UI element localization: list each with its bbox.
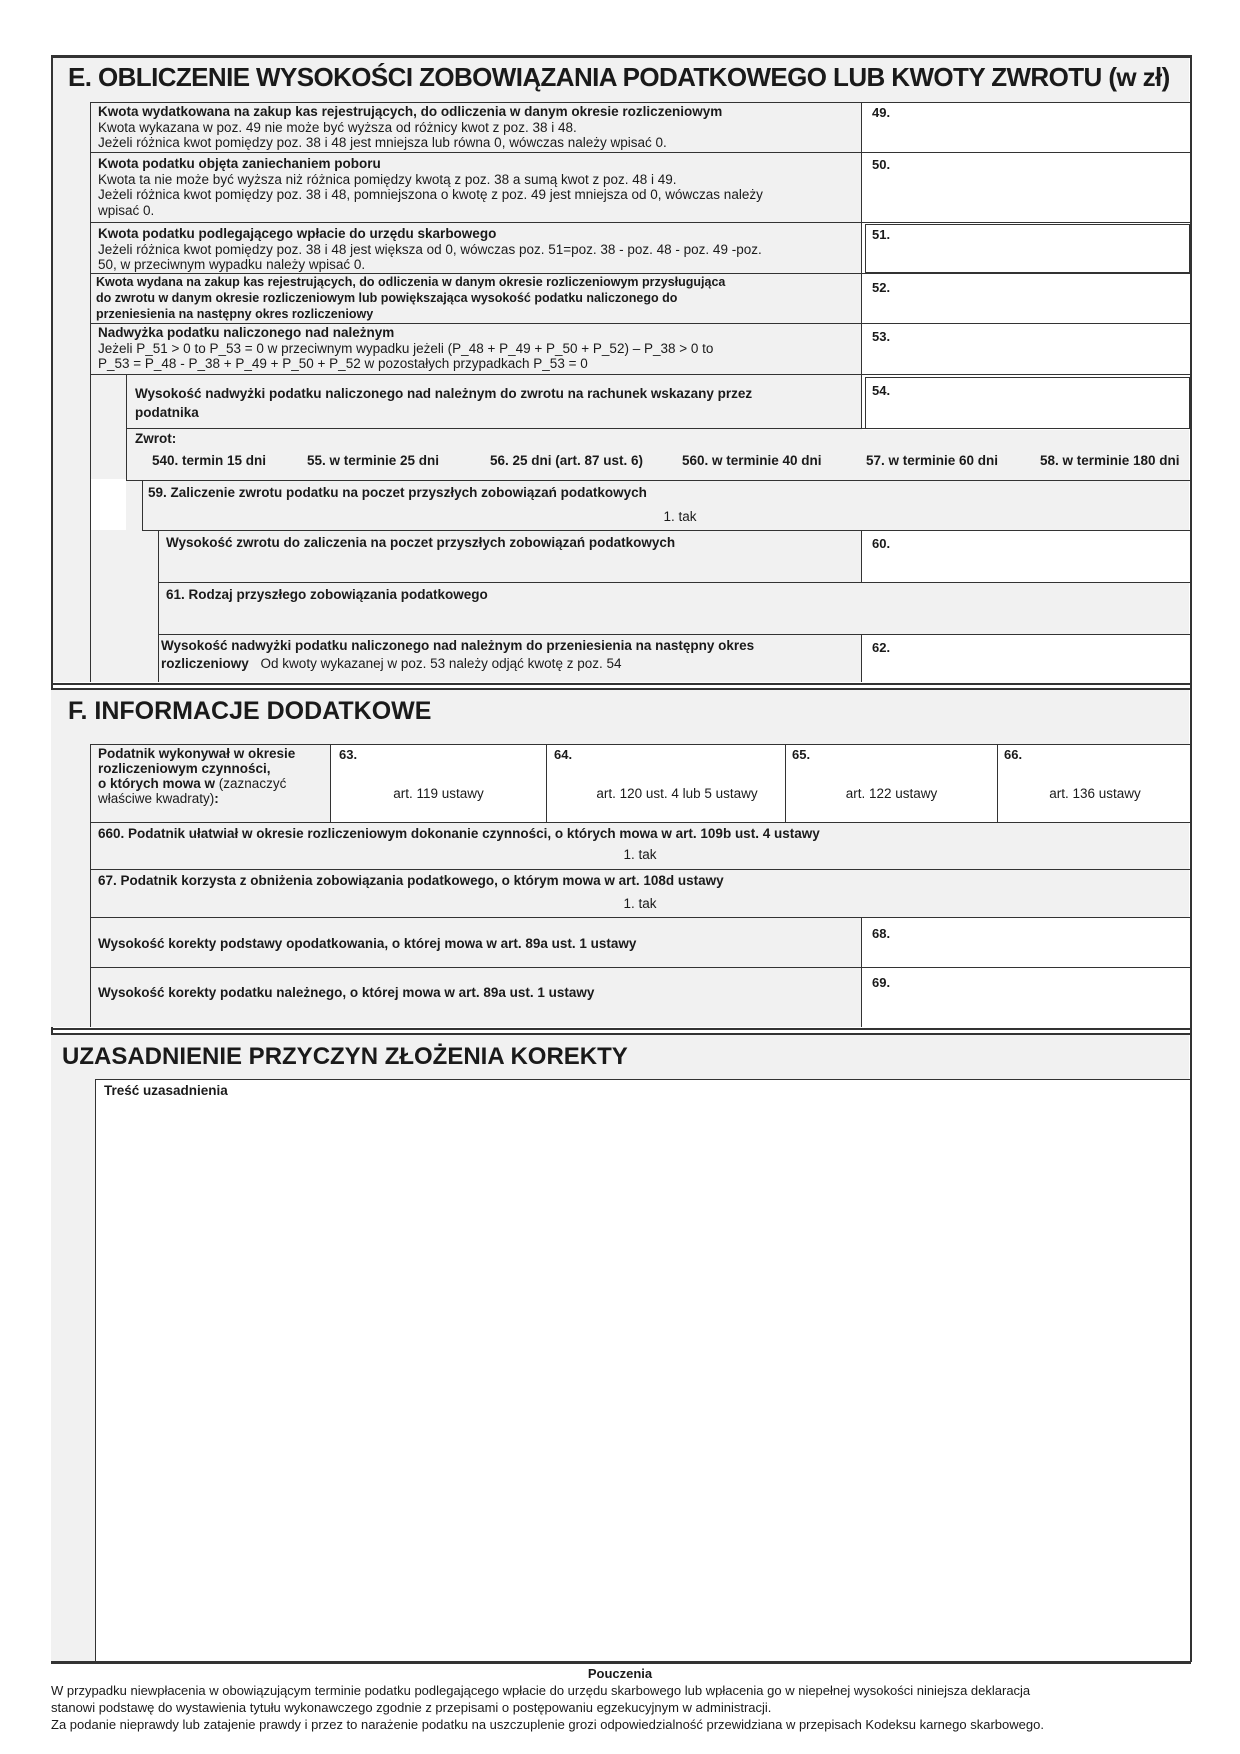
- row-52-label: Kwota wydana na zakup kas rejestrujących, do odliczenia w danym okresie rozliczeniowym przysługująca do zwrotu w danym okresie rozliczeniowym lub powiększająca wysokość podatku naliczonego do przeniesienia na następny okres rozliczeniowy: [96, 275, 726, 321]
- check-65-number: 65.: [792, 747, 811, 762]
- row-61-label: 61. Rodzaj przyszłego zobowiązania podatkowego: [166, 587, 488, 602]
- check-64-number: 64.: [554, 747, 573, 762]
- zwrot-label: Zwrot:: [135, 431, 177, 446]
- row-68-69-bg: [91, 917, 862, 1027]
- section-e-title: E. OBLICZENIE WYSOKOŚCI ZOBOWIĄZANIA PODATKOWEGO LUB KWOTY ZWROTU (w zł): [68, 62, 1170, 92]
- check-64-art120[interactable]: art. 120 ust. 4 lub 5 ustawy: [596, 786, 758, 801]
- pouczenia-title: Pouczenia: [587, 1666, 653, 1681]
- pouczenia-text: W przypadku niewpłacenia w obowiązującym terminie podatku podlegającego wpłacie do urzędu skarbowego lub wpłacenia go w niepełnej wysokości niniejsza deklaracja stanowi podstawę do wystawienia tytułu wykonawczego zgodnie z przepisami o postępowaniu egzekucyjnym w administracji. Za podanie nieprawdy lub zatajenie prawdy i przez to narażenie podatku na uszczuplenie grozi odpowiedzialność przewidziana w przepisach Kodeksu karnego skarbowego.: [51, 1683, 1044, 1732]
- row-49-label: Kwota wydatkowana na zakup kas rejestrujących, do odliczenia w danym okresie rozliczeniowym Kwota wykazana w poz. 49 nie może być wyższa od różnicy kwot z poz. 38 i 48. Jeżeli różnica kwot pomiędzy poz. 38 i 48 jest mniejsza lub równa 0, wówczas należy wpisać 0.: [98, 104, 723, 150]
- field-61-input[interactable]: [158, 603, 1190, 634]
- field-69-number: 69.: [872, 975, 891, 990]
- zwrot-option-560[interactable]: 560. w terminie 40 dni: [682, 453, 822, 468]
- field-53-input[interactable]: [862, 324, 1190, 374]
- row-69-label: Wysokość korekty podatku należnego, o której mowa w art. 89a ust. 1 ustawy: [98, 985, 595, 1000]
- field-54-box[interactable]: [865, 377, 1190, 429]
- section-u-margin-bg: [51, 1079, 95, 1662]
- field-62-number: 62.: [872, 640, 891, 655]
- check-65-art122[interactable]: art. 122 ustawy: [845, 786, 938, 801]
- row-660-label: 660. Podatnik ułatwiał w okresie rozliczeniowym dokonanie czynności, o których mowa w art. 109b ust. 4 ustawy: [98, 826, 820, 841]
- zwrot-option-57[interactable]: 57. w terminie 60 dni: [866, 453, 999, 468]
- row-53-label: Nadwyżka podatku naliczonego nad należnym Jeżeli P_51 > 0 to P_53 = 0 w przeciwnym wypadku jeżeli (P_48 + P_49 + P_50 + P_52) – P_38 > 0 to P_53 = P_48 - P_38 + P_49 + P_50 + P_52 w pozostałych przypadkach P_53 = 0: [98, 325, 714, 371]
- field-49-input[interactable]: [862, 103, 1190, 152]
- zwrot-option-540[interactable]: 540. termin 15 dni: [152, 453, 267, 468]
- zwrot-option-55[interactable]: 55. w terminie 25 dni: [307, 453, 440, 468]
- uzasadnienie-field-label: Treść uzasadnienia: [104, 1083, 228, 1098]
- field-62-input[interactable]: [862, 635, 1190, 682]
- section-e-indent-bg-2: [126, 480, 142, 530]
- zwrot-option-58[interactable]: 58. w terminie 180 dni: [1040, 453, 1180, 468]
- row-51-label: Kwota podatku podlegającego wpłacie do urzędu skarbowego Jeżeli różnica kwot pomiędzy poz. 38 i 48 jest większa od 0, wówczas poz. 51=poz. 38 - poz. 48 - poz. 49 -poz. 50, w przeciwnym wypadku należy wpisać 0.: [98, 226, 762, 272]
- check-66-number: 66.: [1004, 747, 1023, 762]
- field-60-number: 60.: [872, 536, 891, 551]
- field-69-input[interactable]: [862, 968, 1190, 1027]
- field-68-number: 68.: [872, 926, 891, 941]
- row-67-label: 67. Podatnik korzysta z obniżenia zobowiązania podatkowego, o którym mowa w art. 108d ustawy: [98, 873, 724, 888]
- field-54-number: 54.: [872, 383, 891, 398]
- field-52-number: 52.: [872, 280, 891, 295]
- row-660-option-tak[interactable]: 1. tak: [623, 847, 657, 862]
- zwrot-option-56[interactable]: 56. 25 dni (art. 87 ust. 6): [490, 453, 644, 468]
- section-e-indent-bg-1: [91, 374, 126, 479]
- row-67-option-tak[interactable]: 1. tak: [623, 896, 657, 911]
- row-68-label: Wysokość korekty podstawy opodatkowania, o której mowa w art. 89a ust. 1 ustawy: [98, 936, 637, 951]
- field-49-number: 49.: [872, 105, 891, 120]
- zwrot-bg: [126, 430, 1189, 480]
- uzasadnienie-textarea[interactable]: [97, 1100, 1187, 1658]
- field-60-input[interactable]: [862, 531, 1190, 582]
- section-f-margin-bg: [51, 744, 91, 1027]
- row-60-label: Wysokość zwrotu do zaliczenia na poczet przyszłych zobowiązań podatkowych: [166, 535, 676, 550]
- check-66-art136[interactable]: art. 136 ustawy: [1049, 786, 1141, 801]
- row-63-label: Podatnik wykonywał w okresie rozliczeniowym czynności, o których mowa w (zaznaczyć właściwe kwadraty):: [98, 746, 296, 806]
- field-50-number: 50.: [872, 157, 891, 172]
- field-52-input[interactable]: [862, 274, 1190, 323]
- section-e-margin-bg: [51, 102, 91, 682]
- row-59-option-tak[interactable]: 1. tak: [663, 509, 697, 524]
- field-51-number: 51.: [872, 227, 891, 242]
- row-59-label: 59. Zaliczenie zwrotu podatku na poczet przyszłych zobowiązań podatkowych: [148, 485, 647, 500]
- section-e-indent-bg-3: [91, 530, 158, 682]
- field-53-number: 53.: [872, 329, 891, 344]
- check-63-art119[interactable]: art. 119 ustawy: [393, 786, 484, 801]
- section-f-title: F. INFORMACJE DODATKOWE: [68, 697, 432, 725]
- check-63-number: 63.: [339, 747, 358, 762]
- row-62-label: Wysokość nadwyżki podatku naliczonego nad należnym do przeniesienia na następny okres rozliczeniowy Od kwoty wykazanej w poz. 53 należy odjąć kwotę z poz. 54: [161, 638, 755, 671]
- field-51-box[interactable]: [865, 224, 1190, 273]
- section-u-title: UZASADNIENIE PRZYCZYN ZŁOŻENIA KOREKTY: [62, 1043, 628, 1070]
- field-50-input[interactable]: [862, 153, 1190, 222]
- row-50-label: Kwota podatku objęta zaniechaniem poboru Kwota ta nie może być wyższa niż różnica pomiędzy kwotą z poz. 38 a sumą kwot z poz. 48 i 49. Jeżeli różnica kwot pomiędzy poz. 38 i 48, pomniejszona o kwotę z poz. 49 jest mniejsza od 0, wówczas należy wpisać 0.: [98, 156, 763, 218]
- row-54-label: Wysokość nadwyżki podatku naliczonego nad należnym do zwrotu na rachunek wskazany przez podatnika: [135, 386, 753, 420]
- field-68-input[interactable]: [862, 918, 1190, 967]
